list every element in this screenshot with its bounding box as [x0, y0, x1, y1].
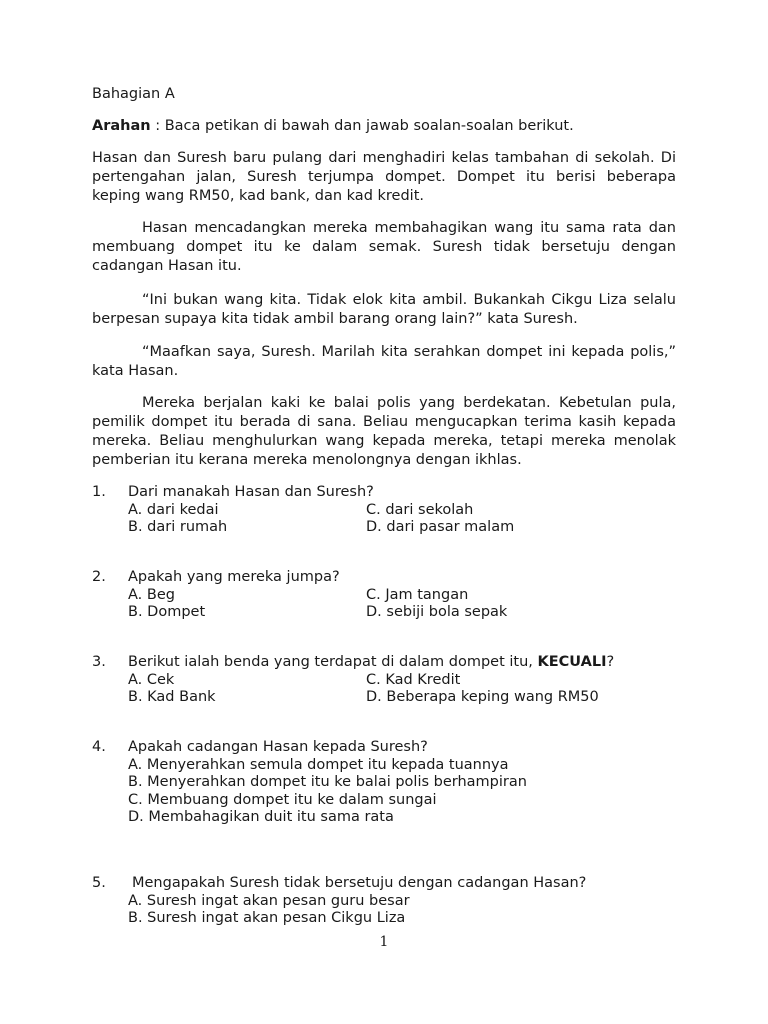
- option-b: B. Suresh ingat akan pesan Cikgu Liza: [128, 910, 406, 926]
- instruction: [92, 117, 676, 136]
- option-b: B. Kad Bank: [128, 689, 216, 705]
- question-text: [128, 654, 614, 672]
- option-c: C. Membuang dompet itu ke dalam sungai: [128, 791, 437, 808]
- option-a: A. Menyerahkan semula dompet itu kepada tuannya: [128, 756, 509, 773]
- option-d: D. Membahagikan duit itu sama rata: [128, 809, 394, 825]
- question-emphasis: KECUALI: [537, 654, 607, 670]
- passage-paragraph-3: “Ini bukan wang kita. Tidak elok kita ambil. Bukankah Cikgu Liza selalu berpesan supaya kita tidak ambil barang orang lain?” kata Suresh.: [92, 292, 676, 327]
- option-b: B. Menyerahkan dompet itu ke balai polis berhampiran: [128, 774, 527, 790]
- option-d: D. Beberapa keping wang RM50: [366, 689, 599, 705]
- question-number: 4.: [92, 739, 106, 755]
- option-a: A. dari kedai: [128, 501, 219, 518]
- option-c: C. Kad Kredit: [366, 671, 461, 688]
- passage-paragraph-4: “Maafkan saya, Suresh. Marilah kita serahkan dompet ini kepada polis,” kata Hasan.: [92, 344, 676, 379]
- option-d: D. dari pasar malam: [366, 519, 515, 535]
- question-text-main: Berikut ialah benda yang terdapat di dalam dompet itu,: [128, 654, 538, 670]
- option-a: A. Cek: [128, 671, 175, 688]
- instruction-label: Arahan: [92, 118, 151, 134]
- option-c: C. dari sekolah: [366, 501, 474, 518]
- passage-paragraph-5: Mereka berjalan kaki ke balai polis yang berdekatan. Kebetulan pula, pemilik dompet itu berada di sana. Beliau mengucapkan terima kasih kepada mereka. Beliau menghulurkan wang kepada mereka, tetapi mereka menolak pemberian itu kerana mereka menolongnya dengan ikhlas.: [92, 395, 676, 468]
- question-number: 2.: [92, 569, 106, 585]
- option-d: D. sebiji bola sepak: [366, 604, 508, 620]
- option-a: A. Beg: [128, 586, 175, 603]
- question-text: Dari manakah Hasan dan Suresh?: [128, 484, 374, 500]
- passage-paragraph-1: Hasan dan Suresh baru pulang dari menghadiri kelas tambahan di sekolah. Di pertengahan jalan, Suresh terjumpa dompet. Dompet itu berisi beberapa keping wang RM50, kad bank, dan kad kredit.: [92, 150, 676, 204]
- section-title: Bahagian A: [92, 86, 175, 102]
- option-a: A. Suresh ingat akan pesan guru besar: [128, 892, 410, 909]
- question-number: 5.: [92, 875, 106, 891]
- question-text: Mengapakah Suresh tidak bersetuju dengan cadangan Hasan?: [132, 875, 587, 891]
- question-suffix: ?: [606, 654, 615, 670]
- instruction-text: : Baca petikan di bawah dan jawab soalan-soalan berikut.: [150, 118, 574, 134]
- question-number: 1.: [92, 484, 106, 500]
- option-b: B. dari rumah: [128, 519, 228, 535]
- question-text: Apakah yang mereka jumpa?: [128, 569, 340, 585]
- question-text: Apakah cadangan Hasan kepada Suresh?: [128, 739, 428, 755]
- option-c: C. Jam tangan: [366, 586, 469, 603]
- page-number: 1: [379, 934, 389, 950]
- option-b: B. Dompet: [128, 604, 206, 620]
- passage-paragraph-2: Hasan mencadangkan mereka membahagikan wang itu sama rata dan membuang dompet itu ke dalam semak. Suresh tidak bersetuju dengan cadangan Hasan itu.: [92, 220, 676, 274]
- question-number: 3.: [92, 654, 106, 670]
